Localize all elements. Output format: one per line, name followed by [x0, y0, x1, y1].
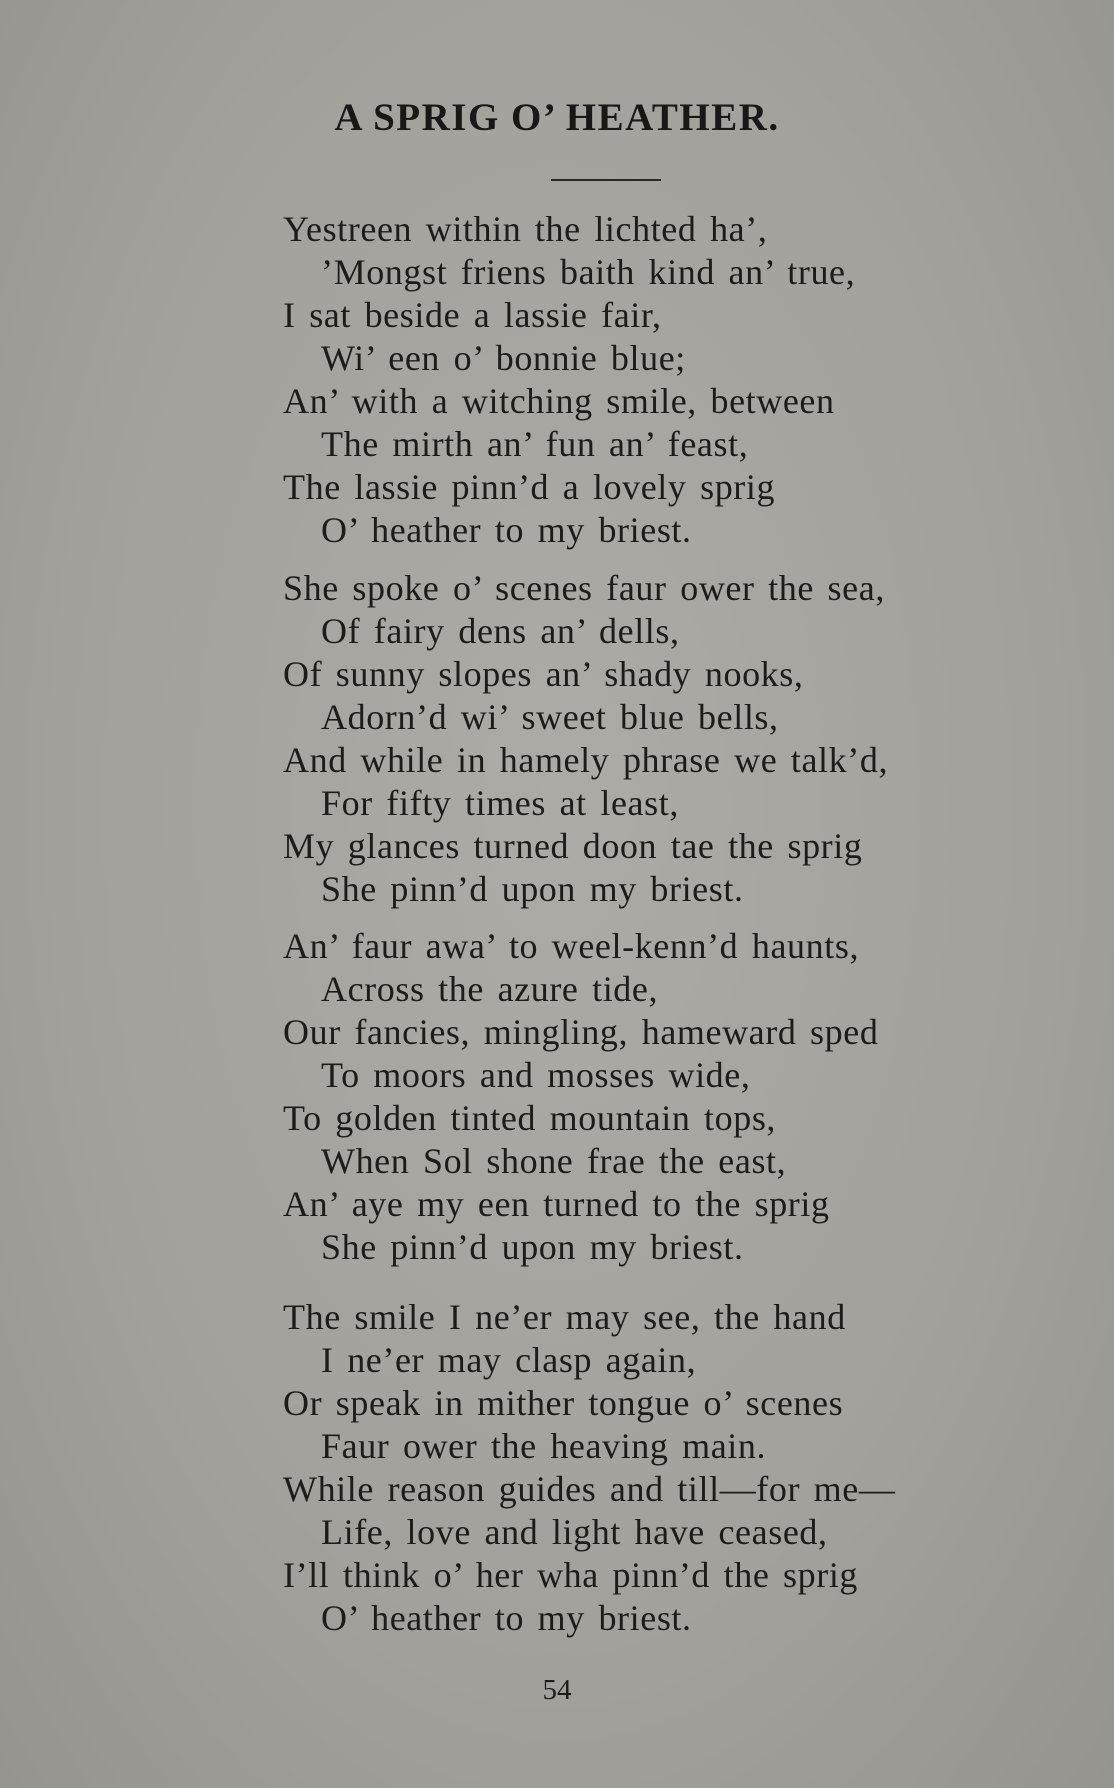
verse-line: Of sunny slopes an’ shady nooks, — [283, 654, 804, 694]
verse-line: Adorn’d wi’ sweet blue bells, — [321, 697, 779, 737]
stanza-3 — [283, 925, 983, 1269]
verse-line: My glances turned doon tae the sprig — [283, 826, 863, 866]
page-number: 54 — [542, 1674, 572, 1706]
verse-line: O’ heather to my briest. — [321, 1598, 692, 1638]
stanza-4 — [283, 1296, 983, 1640]
verse-line: To golden tinted mountain tops, — [283, 1098, 777, 1138]
verse-line: An’ with a witching smile, between — [283, 381, 835, 421]
verse-line: She pinn’d upon my briest. — [321, 869, 744, 909]
verse-line: I ne’er may clasp again, — [321, 1340, 697, 1380]
verse-line: Across the azure tide, — [321, 969, 659, 1009]
stanza-1 — [283, 208, 983, 552]
verse-line: She spoke o’ scenes faur ower the sea, — [283, 568, 885, 608]
verse-line: The smile I ne’er may see, the hand — [283, 1297, 846, 1337]
verse-line: Or speak in mither tongue o’ scenes — [283, 1383, 844, 1423]
verse-line: ’Mongst friens baith kind an’ true, — [321, 252, 856, 292]
verse-line: Wi’ een o’ bonnie blue; — [321, 338, 686, 378]
verse-line: O’ heather to my briest. — [321, 510, 692, 550]
verse-line: Life, love and light have ceased, — [321, 1512, 828, 1552]
verse-line: And while in hamely phrase we talk’d, — [283, 740, 889, 780]
verse-line: Faur ower the heaving main. — [321, 1426, 767, 1466]
verse-line: Of fairy dens an’ dells, — [321, 611, 680, 651]
verse-line: To moors and mosses wide, — [321, 1055, 751, 1095]
verse-line: Yestreen within the lichted ha’, — [283, 209, 768, 249]
verse-line: An’ aye my een turned to the sprig — [283, 1184, 830, 1224]
poem-title: A SPRIG O’ HEATHER. — [334, 96, 780, 139]
verse-line: Our fancies, mingling, hameward sped — [283, 1012, 879, 1052]
verse-line: The mirth an’ fun an’ feast, — [321, 424, 749, 464]
verse-line: I sat beside a lassie fair, — [283, 295, 662, 335]
verse-line: For fifty times at least, — [321, 783, 679, 823]
stanza-2 — [283, 567, 983, 911]
verse-line: She pinn’d upon my briest. — [321, 1227, 744, 1267]
verse-line: While reason guides and till—for me— — [283, 1469, 896, 1509]
verse-line: I’ll think o’ her wha pinn’d the sprig — [283, 1555, 859, 1595]
verse-line: The lassie pinn’d a lovely sprig — [283, 467, 776, 507]
verse-line: When Sol shone frae the east, — [321, 1141, 787, 1181]
verse-line: An’ faur awa’ to weel-kenn’d haunts, — [283, 926, 860, 966]
title-divider — [551, 179, 661, 181]
